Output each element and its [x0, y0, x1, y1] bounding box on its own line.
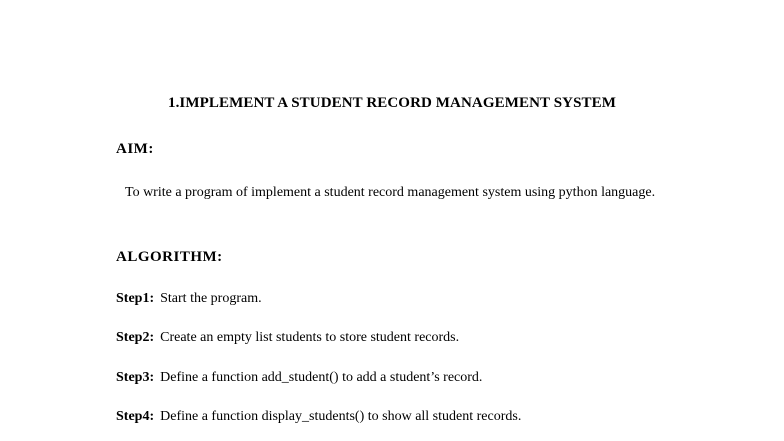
algorithm-step [116, 290, 262, 308]
step-text: Start the program. [160, 291, 262, 306]
algorithm-step [116, 369, 482, 387]
algorithm-step [116, 408, 521, 426]
step-text: Define a function display_students() to show all student records. [160, 409, 522, 424]
step-label: Step1: [116, 291, 155, 306]
document-title: 1.IMPLEMENT A STUDENT RECORD MANAGEMENT SYSTEM [167, 95, 616, 111]
algorithm-heading: ALGORITHM: [116, 249, 223, 265]
algorithm-step [116, 329, 459, 347]
step-label: Step3: [116, 370, 155, 385]
step-label: Step2: [116, 330, 155, 345]
step-text: Define a function add_student() to add a student’s record. [160, 370, 483, 385]
step-text: Create an empty list students to store student records. [160, 330, 460, 345]
aim-heading: AIM: [116, 141, 154, 157]
aim-text: To write a program of implement a student record management system using python language. [125, 185, 656, 200]
step-label: Step4: [116, 409, 155, 424]
